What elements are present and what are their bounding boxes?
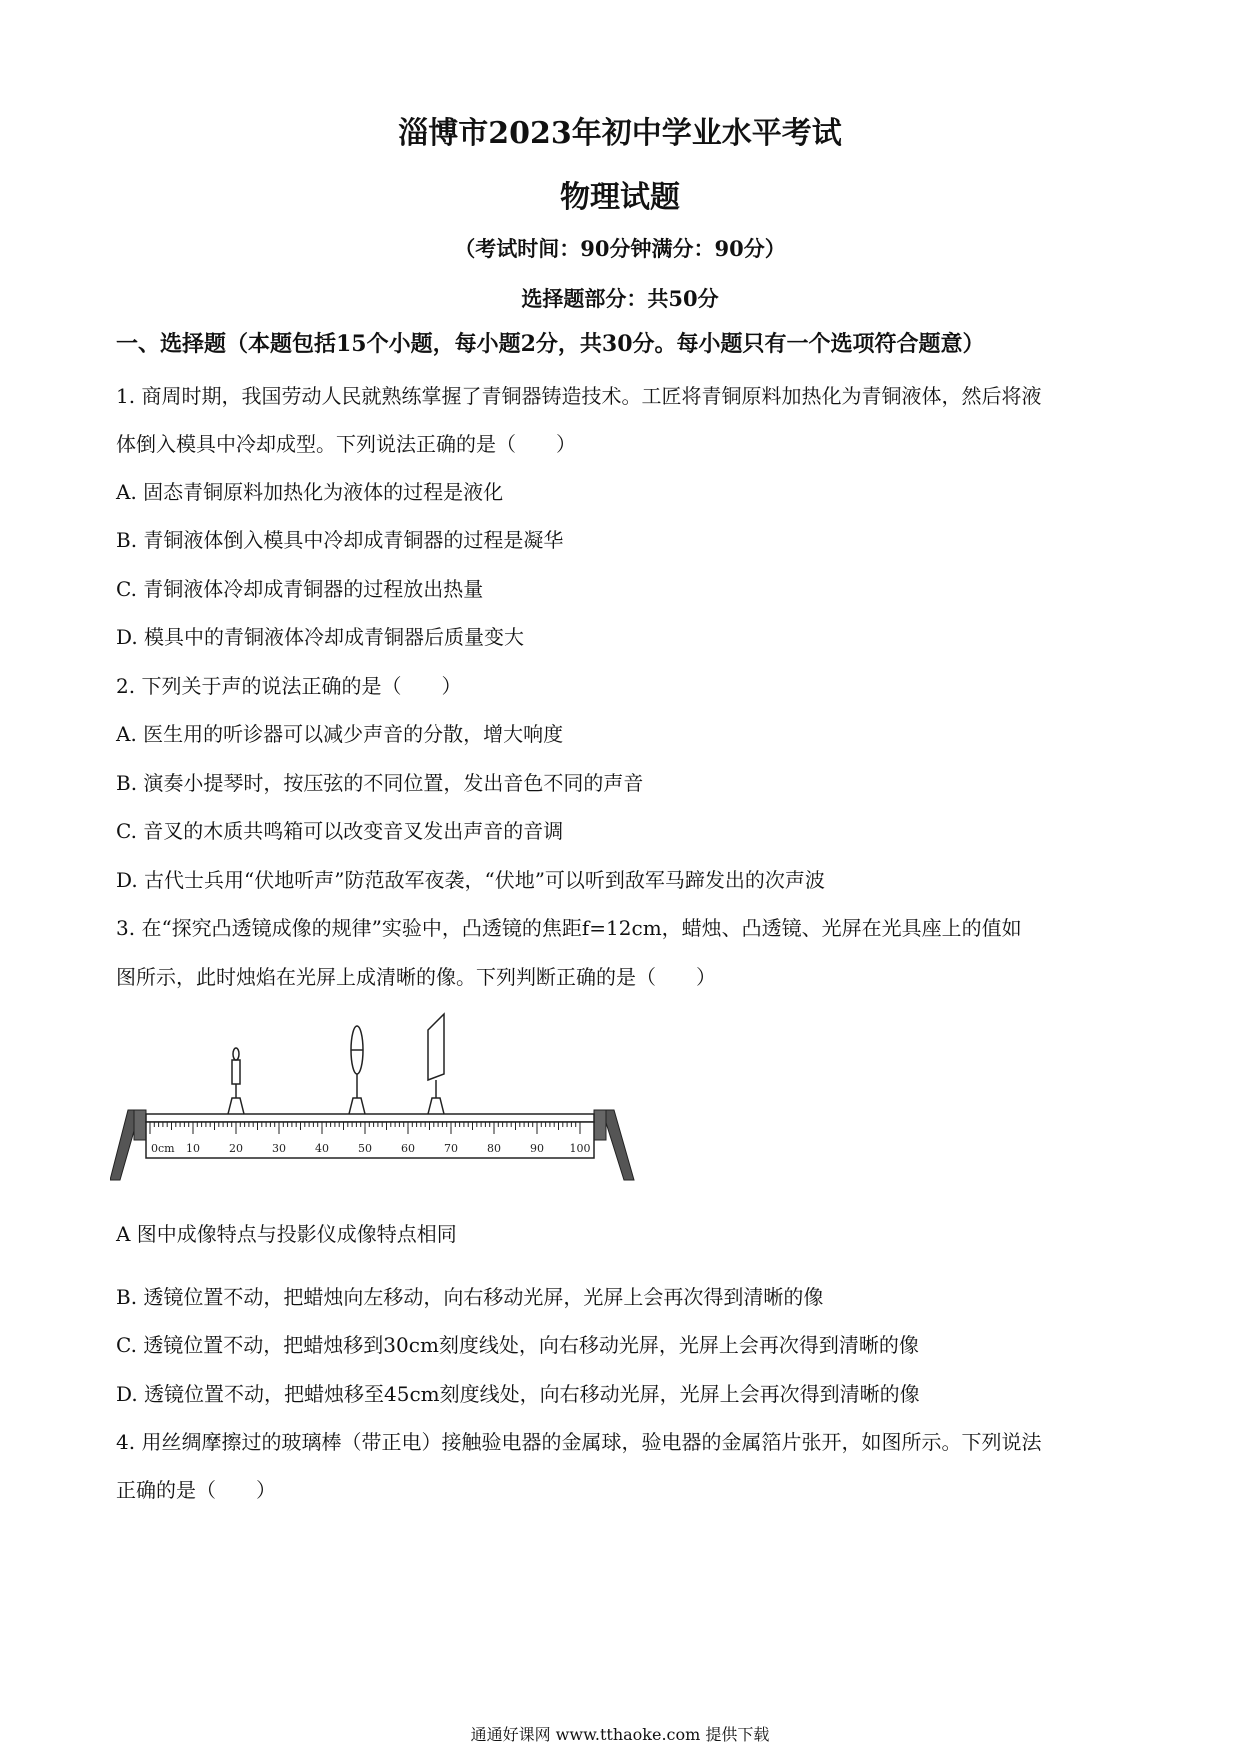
left-end-block: [134, 1110, 146, 1140]
q3-option-d: D. 透镜位置不动，把蜡烛移至45cm刻度线处，向右移动光屏，光屏上会再次得到清晰的像: [116, 1382, 920, 1406]
ruler-label: 20: [229, 1142, 243, 1155]
right-leg: [602, 1110, 634, 1180]
optical-bench-diagram: [110, 1010, 640, 1200]
q4-stem-line1: 4. 用丝绸摩擦过的玻璃棒（带正电）接触验电器的金属球，验电器的金属箔片张开，如图所示。下列说法: [116, 1430, 1042, 1454]
q3-stem-line1: 3. 在“探究凸透镜成像的规律”实验中，凸透镜的焦距f=12cm，蜡烛、凸透镜、光屏在光具座上的值如: [116, 916, 1022, 940]
q1-stem-line1: 1. 商周时期，我国劳动人民就熟练掌握了青铜器铸造技术。工匠将青铜原料加热化为青铜液体，然后将液: [116, 384, 1042, 408]
q3-option-c: C. 透镜位置不动，把蜡烛移到30cm刻度线处，向右移动光屏，光屏上会再次得到清晰的像: [116, 1333, 919, 1357]
q1-option-d: D. 模具中的青铜液体冷却成青铜器后质量变大: [116, 625, 525, 649]
bench-rail: [146, 1114, 594, 1122]
exam-meta: （考试时间：90分钟满分：90分）: [454, 236, 786, 261]
ruler-label: 70: [444, 1142, 458, 1155]
candle: [228, 1048, 244, 1114]
q3-option-b: B. 透镜位置不动，把蜡烛向左移动，向右移动光屏，光屏上会再次得到清晰的像: [116, 1285, 824, 1309]
q4-stem-line2: 正确的是（ ）: [116, 1478, 276, 1502]
ruler-label: 40: [315, 1142, 329, 1155]
part-heading: 选择题部分：共50分: [521, 286, 719, 311]
q3-stem-line2: 图所示，此时烛焰在光屏上成清晰的像。下列判断正确的是（ ）: [116, 965, 716, 989]
page-title: 淄博市2023年初中学业水平考试: [398, 116, 842, 151]
q1-option-c: C. 青铜液体冷却成青铜器的过程放出热量: [116, 577, 484, 601]
q2-option-d: D. 古代士兵用“伏地听声”防范敌军夜袭，“伏地”可以听到敌军马蹄发出的次声波: [116, 868, 825, 892]
convex-lens: [349, 1026, 365, 1114]
ruler-label: 0cm: [151, 1142, 175, 1155]
q1-stem-line2: 体倒入模具中冷却成型。下列说法正确的是（ ）: [116, 432, 576, 456]
q1-option-a: A. 固态青铜原料加热化为液体的过程是液化: [116, 480, 504, 504]
right-end-block: [594, 1110, 606, 1140]
q2-option-a: A. 医生用的听诊器可以减少声音的分散，增大响度: [116, 722, 564, 746]
light-screen: [428, 1014, 444, 1114]
section-heading: 一、选择题（本题包括15个小题，每小题2分，共30分。每小题只有一个选项符合题意）: [116, 331, 985, 357]
ruler-label: 30: [272, 1142, 286, 1155]
page-footer: 通通好课网 www.tthaoke.com 提供下载: [470, 1725, 770, 1744]
q3-option-a: A 图中成像特点与投影仪成像特点相同: [116, 1222, 457, 1246]
ruler-label: 90: [530, 1142, 544, 1155]
ruler-label: 60: [401, 1142, 415, 1155]
q2-option-c: C. 音叉的木质共鸣箱可以改变音叉发出声音的音调: [116, 819, 564, 843]
page-subtitle: 物理试题: [560, 180, 680, 215]
ruler-label: 50: [358, 1142, 372, 1155]
q2-option-b: B. 演奏小提琴时，按压弦的不同位置，发出音色不同的声音: [116, 771, 644, 795]
q1-option-b: B. 青铜液体倒入模具中冷却成青铜器的过程是凝华: [116, 528, 564, 552]
q2-stem: 2. 下列关于声的说法正确的是（ ）: [116, 674, 462, 698]
ruler-label: 10: [186, 1142, 200, 1155]
ruler-label: 100: [569, 1142, 591, 1155]
ruler-label: 80: [487, 1142, 501, 1155]
